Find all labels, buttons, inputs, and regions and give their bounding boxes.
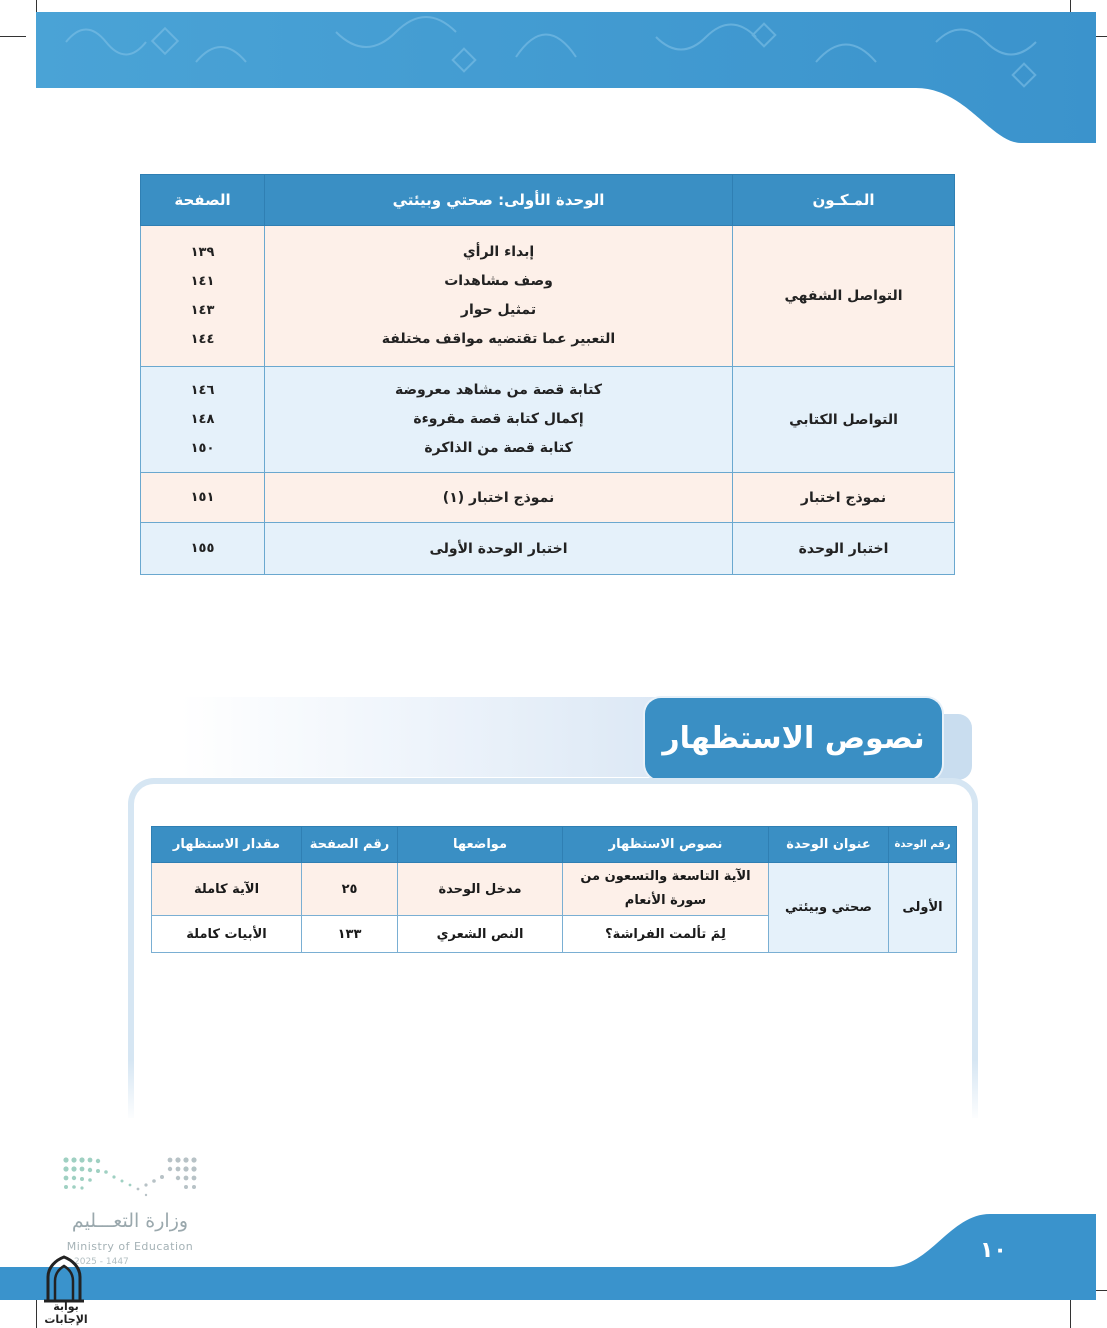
unit-title-cell: صحتي وبيئتي (769, 863, 889, 953)
table-header-row (152, 827, 957, 863)
pages-cell (141, 226, 265, 367)
text-line: الآية التاسعة والتسعون من (580, 869, 751, 884)
unit-contents-table (140, 174, 955, 575)
page-number: ١٥١ (141, 473, 265, 523)
header-unit: الوحدة الأولى: صحتي وبيئتي (265, 175, 733, 226)
unit-no-cell: الأولى (889, 863, 957, 953)
component-cell: اختبار الوحدة (733, 523, 955, 575)
amount-cell: الأبيات كاملة (152, 916, 302, 953)
header-unit-no: رقم الوحدة (889, 827, 957, 863)
header-unit-title: عنوان الوحدة (769, 827, 889, 863)
page-number: ١٥٥ (141, 523, 265, 575)
ribbon-fade (180, 697, 660, 777)
component-cell: نموذج اختبار (733, 473, 955, 523)
topics-cell: نموذج اختبار (١) (265, 473, 733, 523)
amount-cell: الآية كاملة (152, 863, 302, 916)
crop-mark (0, 36, 26, 37)
page-number: ١٣٩ (190, 245, 215, 260)
topics-cell: اختبار الوحدة الأولى (265, 523, 733, 575)
topic-item: كتابة قصة من مشاهد معروضة (394, 382, 603, 398)
location-cell: مدخل الوحدة (398, 863, 563, 916)
footer-band (0, 1214, 1096, 1300)
ministry-year: 2025 - 1447 (74, 1257, 129, 1267)
topic-item: التعبير عما تقتضيه مواقف مختلفة (381, 331, 616, 347)
page-no-cell: ١٣٣ (302, 916, 398, 953)
table-header-row (141, 175, 955, 226)
component-cell: التواصل الشفهي (733, 226, 955, 367)
pages-cell (141, 367, 265, 473)
table-row (152, 863, 957, 916)
text-cell: لِمَ تألمت الفراشة؟ (563, 916, 769, 953)
header-component: المـكـون (733, 175, 955, 226)
header-page: الصفحة (141, 175, 265, 226)
memorization-table (151, 826, 957, 953)
page-number: ١٤٣ (190, 303, 215, 318)
topic-item: إكمال كتابة قصة مقروءة (413, 411, 584, 427)
header-band (36, 12, 1096, 143)
header-amount: مقدار الاستظهار (152, 827, 302, 863)
ministry-logo-icon (62, 1155, 197, 1200)
crop-mark (1070, 1300, 1071, 1328)
header-location: مواضعها (398, 827, 563, 863)
page-number: ١٤٦ (190, 383, 215, 398)
page-number: ١٤١ (190, 274, 215, 289)
table-row (141, 226, 955, 367)
table-row (141, 473, 955, 523)
table-row (141, 367, 955, 473)
page-no-cell: ٢٥ (302, 863, 398, 916)
portal-arch-icon (42, 1255, 86, 1303)
page-number: ١٥٠ (190, 441, 215, 456)
component-cell: التواصل الكتابي (733, 367, 955, 473)
header-page-no: رقم الصفحة (302, 827, 398, 863)
header-texts: نصوص الاستظهار (563, 827, 769, 863)
portal-label: بوابة الإجابات (44, 1300, 88, 1326)
page-number: ١٤٨ (190, 412, 215, 427)
ministry-name-arabic: وزارة التعـــليم (71, 1210, 189, 1232)
page-number: ١٠ (980, 1238, 1007, 1263)
page-number: ١٤٤ (190, 332, 215, 347)
topic-item: تمثيل حوار (460, 302, 537, 318)
section-title: نصوص الاستظهار (645, 698, 942, 780)
topic-item: إبداء الرأي (462, 244, 535, 260)
topic-item: وصف مشاهدات (444, 273, 553, 289)
panel-fade (120, 1060, 986, 1122)
topics-cell (265, 367, 733, 473)
text-line: سورة الأنعام (624, 893, 707, 908)
text-cell (563, 863, 769, 916)
location-cell: النص الشعري (398, 916, 563, 953)
topic-item: كتابة قصة من الذاكرة (424, 440, 573, 456)
table-row (141, 523, 955, 575)
ministry-name-english: Ministry of Education (66, 1240, 194, 1253)
topics-cell (265, 226, 733, 367)
